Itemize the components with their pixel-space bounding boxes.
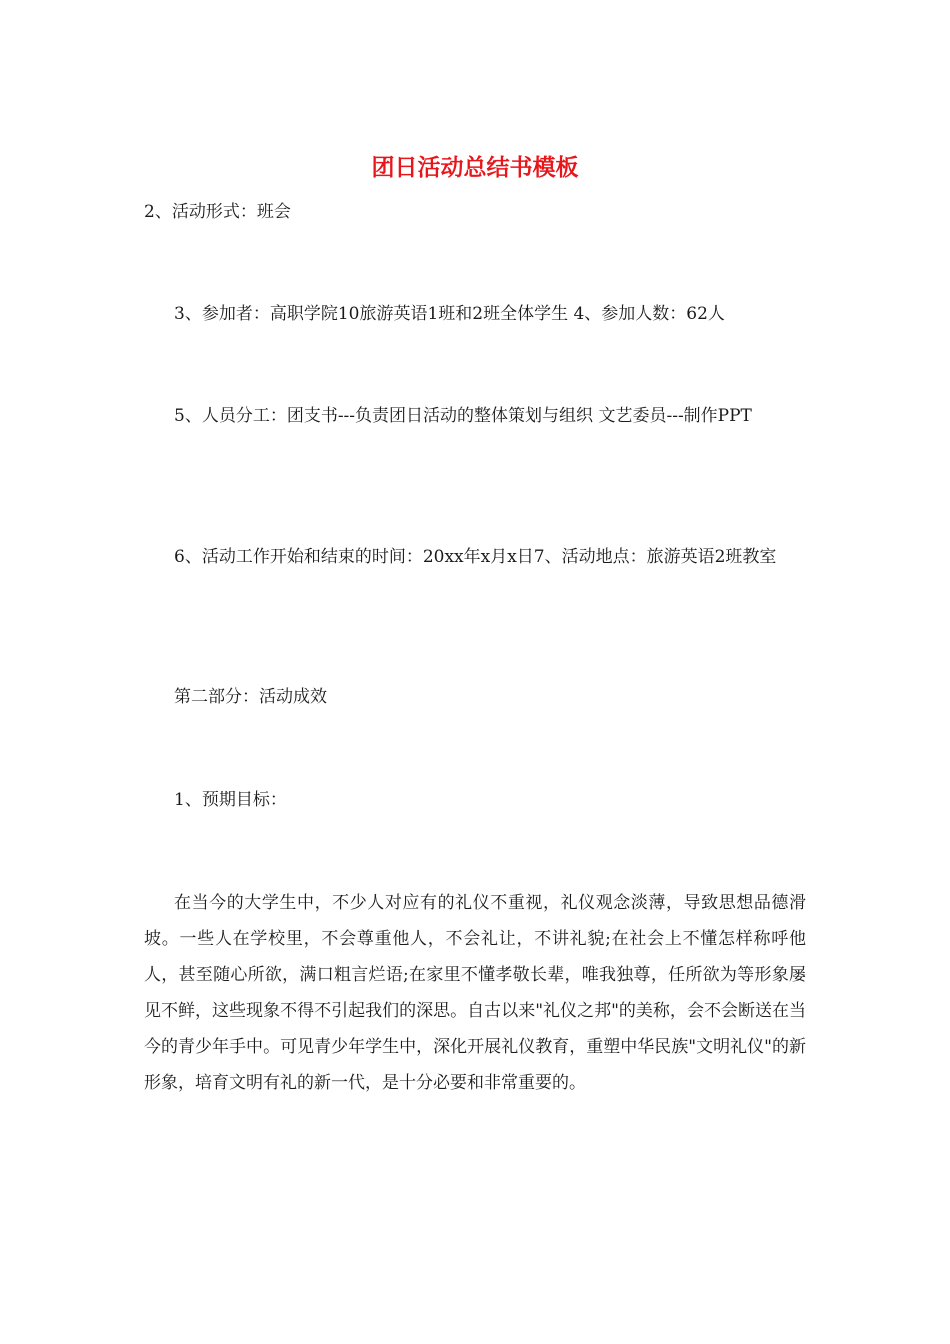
document-title: 团日活动总结书模板: [371, 155, 579, 181]
subheading-expected-goals: 1、预期目标：: [174, 790, 287, 810]
paragraph-time-location: 6、活动工作开始和结束的时间：20xx年x月x日7、活动地点：旅游英语2班教室: [174, 547, 777, 567]
section-heading-part-two: 第二部分：活动成效: [174, 687, 327, 707]
paragraph-activity-form: 2、活动形式：班会: [144, 202, 291, 222]
paragraph-participants: 3、参加者：高职学院10旅游英语1班和2班全体学生 4、参加人数：62人: [174, 304, 725, 324]
paragraph-staff-division: 5、人员分工：团支书---负责团日活动的整体策划与组织 文艺委员---制作PPT: [174, 406, 752, 426]
paragraph-goal-body: 在当今的大学生中，不少人对应有的礼仪不重视，礼仪观念淡薄，导致思想品德滑坡。一些人在学校里，不会尊重他人，不会礼让，不讲礼貌;在社会上不懂怎样称呼他人，甚至随心所欲，满口粗言烂语;在家里不懂孝敬长辈，唯我独尊，任所欲为等形象屡见不鲜，这些现象不得不引起我们的深思。自古以来"礼仪之邦"的美称，会不会断送在当今的青少年手中。可见青少年学生中，深化开展礼仪教育，重塑中华民族"文明礼仪"的新形象，培育文明有礼的新一代，是十分必要和非常重要的。: [144, 893, 806, 1093]
